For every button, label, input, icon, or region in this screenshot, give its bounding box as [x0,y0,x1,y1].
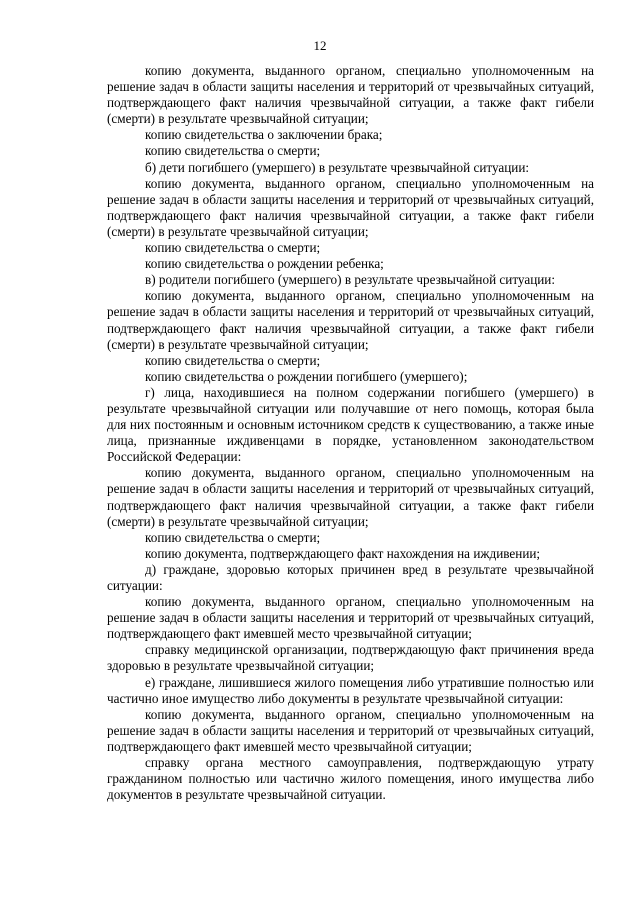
paragraph: справку медицинской организации, подтверждающую факт причинения вреда здоровью в результате чрезвычайной ситуации; [107,642,594,674]
paragraph: копию свидетельства о смерти; [145,352,321,368]
paragraph: копию документа, выданного органом, специально уполномоченным на решение задач в области защиты населения и территорий от чрезвычайных ситуаций, подтверждающего факт имевшей место чрезвычайной ситуации; [107,706,594,754]
paragraph: копию свидетельства о рождении ребенка; [145,256,384,272]
paragraph: г) лица, находившиеся на полном содержании погибшего (умершего) в результате чрезвычайной ситуации или получавшие от него помощь, которая была для них постоянным и основным источником средств к существованию, а также иные лица, признанные иждивенцами в порядке, установленном законодательством Российской Федерации: [107,384,594,465]
paragraph: копию свидетельства о рождении погибшего (умершего); [145,368,468,384]
paragraph: копию документа, выданного органом, специально уполномоченным на решение задач в области защиты населения и территорий от чрезвычайных ситуаций, подтверждающего факт имевшей место чрезвычайной ситуации; [107,594,594,642]
paragraph: копию свидетельства о смерти; [145,143,321,159]
page-number: 12 [313,38,327,53]
paragraph: копию свидетельства о смерти; [145,529,321,545]
paragraph: копию документа, выданного органом, специально уполномоченным на решение задач в области защиты населения и территорий от чрезвычайных ситуаций, подтверждающего факт наличия чрезвычайной ситуации, а также факт гибели (смерти) в результате чрезвычайной ситуации; [107,63,594,127]
paragraph: копию документа, подтверждающего факт нахождения на иждивении; [145,545,541,561]
paragraph: копию свидетельства о смерти; [145,240,321,256]
paragraph: копию свидетельства о заключении брака; [145,127,383,143]
paragraph: копию документа, выданного органом, специально уполномоченным на решение задач в области защиты населения и территорий от чрезвычайных ситуаций, подтверждающего факт наличия чрезвычайной ситуации, а также факт гибели (смерти) в результате чрезвычайной ситуации; [107,465,594,529]
paragraph: справку органа местного самоуправления, подтверждающую утрату гражданином полностью или частично жилого помещения, иного имущества либо документов в результате чрезвычайной ситуации. [107,755,594,803]
paragraph: д) граждане, здоровью которых причинен вред в результате чрезвычайной ситуации: [107,561,594,593]
paragraph: е) граждане, лишившиеся жилого помещения либо утратившие полностью или частично иное имущество либо документы в результате чрезвычайной ситуации: [107,674,594,706]
paragraph: б) дети погибшего (умершего) в результате чрезвычайной ситуации: [145,159,530,175]
paragraph: в) родители погибшего (умершего) в результате чрезвычайной ситуации: [145,272,556,288]
document-body [107,63,594,803]
paragraph: копию документа, выданного органом, специально уполномоченным на решение задач в области защиты населения и территорий от чрезвычайных ситуаций, подтверждающего факт наличия чрезвычайной ситуации, а также факт гибели (смерти) в результате чрезвычайной ситуации; [107,175,594,239]
paragraph: копию документа, выданного органом, специально уполномоченным на решение задач в области защиты населения и территорий от чрезвычайных ситуаций, подтверждающего факт наличия чрезвычайной ситуации, а также факт гибели (смерти) в результате чрезвычайной ситуации; [107,288,594,352]
